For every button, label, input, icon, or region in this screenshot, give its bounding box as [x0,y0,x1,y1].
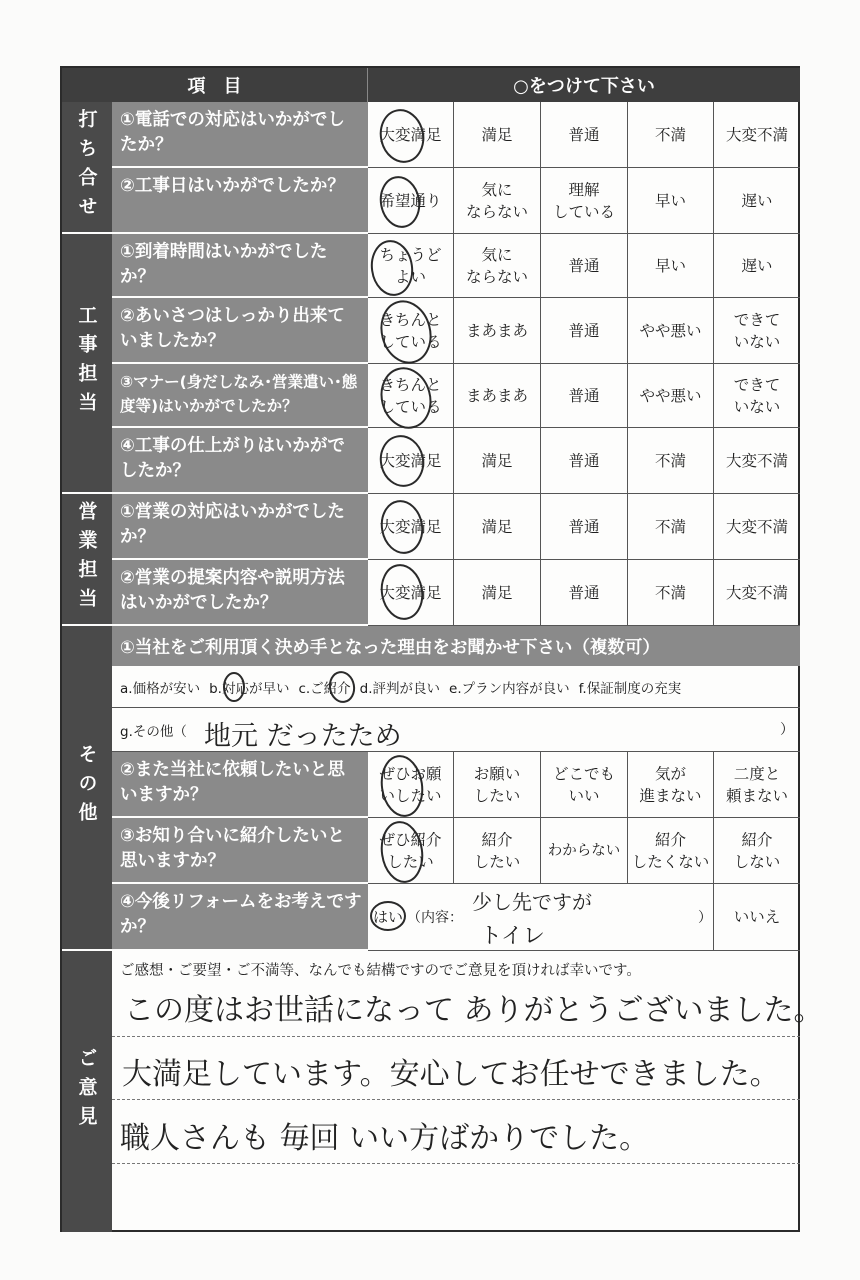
option-cell[interactable]: ぜひお願 いしたい [368,752,454,818]
option-cell[interactable]: わからない [541,818,628,884]
option-cell[interactable]: ぜひ紹介 したい [368,818,454,884]
reason-option[interactable]: b.対応が早い [209,680,290,697]
question-cell: ①電話での対応はいかがでしたか？ [112,102,368,168]
opinion-line: この度はお世話になって ありがとうございました。 [124,993,824,1028]
option-cell[interactable]: やや悪い [628,298,714,364]
opinion-box[interactable] [112,951,824,1232]
option-cell[interactable]: 不満 [628,428,714,494]
question-cell: ①到着時間はいかがでしたか？ [112,234,368,298]
option-cell[interactable]: 早い [628,234,714,298]
option-cell[interactable]: 大変満足 [368,494,454,560]
reason-option[interactable]: c.ご紹介 [298,680,351,697]
option-cell[interactable]: 大変不満 [714,428,800,494]
opinion-line: 大満足しています。安心してお任せできました。 [122,1057,780,1092]
reason-question: ①当社をご利用頂く決め手となった理由をお聞かせ下さい（複数可） [112,626,800,666]
option-cell[interactable]: 希望通り [368,168,454,234]
option-cell[interactable]: 普通 [541,102,628,168]
section-label-meeting: 打ち合せ [62,102,112,234]
reason-other-answer: 地元 だったため [204,721,402,752]
question-cell: ④今後リフォームをお考えですか？ [112,884,368,951]
question-cell: ②また当社に依頼したいと思いますか？ [112,752,368,818]
question-cell: ④工事の仕上がりはいかがでしたか？ [112,428,368,494]
option-cell[interactable]: 満足 [454,102,541,168]
option-cell[interactable]: 不満 [628,560,714,626]
option-cell[interactable]: 普通 [541,298,628,364]
option-cell[interactable]: 満足 [454,560,541,626]
option-cell[interactable]: 紹介 したくない [628,818,714,884]
q4-content-label: （内容： [407,910,463,926]
option-cell[interactable]: 早い [628,168,714,234]
option-cell[interactable]: 普通 [541,364,628,428]
question-cell: ②工事日はいかがでしたか？ [112,168,368,234]
option-cell[interactable]: 遅い [714,234,800,298]
option-cell[interactable]: 普通 [541,428,628,494]
option-cell[interactable]: 普通 [541,560,628,626]
opinion-rule [112,1163,800,1164]
q4-answer-line1: 少し先ですが [472,890,592,914]
q4-yes-option[interactable]: はい [373,908,404,926]
section-label-sales: 営業担当 [62,494,112,626]
option-cell[interactable]: 遅い [714,168,800,234]
header-circle-column: ○をつけて下さい [368,68,800,102]
option-cell[interactable]: できて いない [714,364,800,428]
option-cell[interactable]: 大変満足 [368,560,454,626]
option-cell[interactable]: 不満 [628,102,714,168]
section-label-opinion: ご意見 [62,951,112,1232]
reason-option[interactable]: f.保証制度の充実 [578,680,682,697]
option-cell[interactable]: 満足 [454,494,541,560]
option-cell[interactable]: お願い したい [454,752,541,818]
option-cell[interactable]: 不満 [628,494,714,560]
option-cell[interactable]: 大変不満 [714,494,800,560]
option-cell[interactable]: 紹介 しない [714,818,800,884]
option-cell[interactable]: 大変満足 [368,102,454,168]
option-cell[interactable]: できて いない [714,298,800,364]
opinion-line: 職人さんも 毎回 いい方ばかりでした。 [120,1121,650,1156]
section-label-construction: 工事担当 [62,234,112,494]
option-cell[interactable]: 理解 している [541,168,628,234]
reason-options [112,666,800,708]
option-cell[interactable]: まあまあ [454,364,541,428]
opinion-rule [112,1099,800,1100]
option-cell[interactable]: きちんと している [368,298,454,364]
q4-content-close: ） [698,910,712,926]
option-cell[interactable]: やや悪い [628,364,714,428]
option-cell[interactable]: 普通 [541,234,628,298]
option-cell[interactable]: まあまあ [454,298,541,364]
reason-other-label: g.その他（ [120,723,187,740]
question-cell: ②営業の提案内容や説明方法はいかがでしたか？ [112,560,368,626]
q4-no-option[interactable]: いいえ [714,884,800,951]
reason-option[interactable]: d.評判が良い [359,680,441,697]
question-cell: ③マナー(身だしなみ･営業遣い･態度等)はいかがでしたか？ [112,364,368,428]
option-cell[interactable]: 二度と 頼まない [714,752,800,818]
option-cell[interactable]: ちょうど よい [368,234,454,298]
option-cell[interactable]: 普通 [541,494,628,560]
option-cell[interactable]: 気が 進まない [628,752,714,818]
reason-other-close: ） [780,722,794,738]
option-cell[interactable]: 気に ならない [454,168,541,234]
survey-sheet [60,66,824,1232]
option-cell[interactable]: どこでも いい [541,752,628,818]
reason-option[interactable]: e.プラン内容が良い [449,680,570,697]
q4-answer-line2: トイレ [480,924,545,949]
question-cell: ②あいさつはしっかり出来ていましたか？ [112,298,368,364]
option-cell[interactable]: 大変不満 [714,560,800,626]
option-cell[interactable]: 大変満足 [368,428,454,494]
option-cell[interactable]: きちんと している [368,364,454,428]
option-cell[interactable]: 満足 [454,428,541,494]
header-item-column: 項 目 [62,68,368,102]
option-cell[interactable]: 気に ならない [454,234,541,298]
question-cell: ③お知り合いに紹介したいと思いますか？ [112,818,368,884]
opinion-prompt: ご感想・ご要望・ご不満等、なんでも結構ですのでご意見を頂ければ幸いです。 [120,963,641,979]
option-cell[interactable]: 大変不満 [714,102,800,168]
section-label-other: その他 [62,626,112,951]
question-cell: ①営業の対応はいかがでしたか？ [112,494,368,560]
opinion-rule [112,1036,800,1037]
option-cell[interactable]: 紹介 したい [454,818,541,884]
reason-option[interactable]: a.価格が安い [120,680,201,697]
